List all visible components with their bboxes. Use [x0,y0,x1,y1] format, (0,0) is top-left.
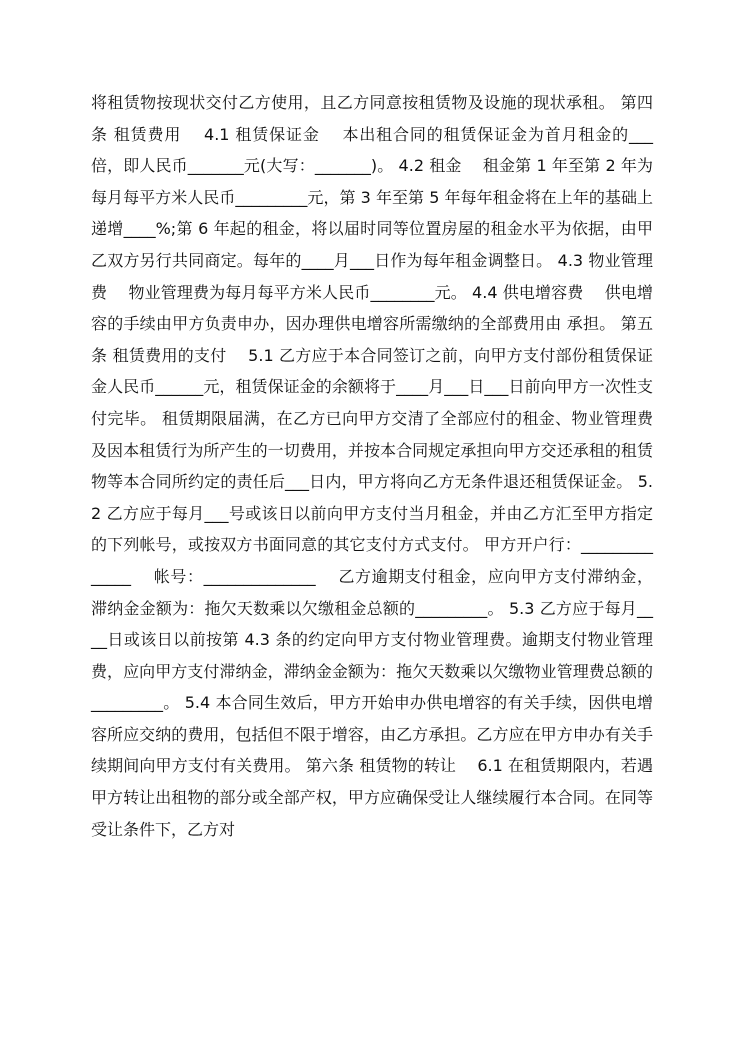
contract-body-text: 将租赁物按现状交付乙方使用，且乙方同意按租赁物及设施的现状承租。 第四条 租赁费用 4.1 租赁保证金 本出租合同的租赁保证金为首月租金的___倍，即人民币_______元(大写：_______)。 4.2 租金 租金第 1 年至第 2 年为每月每平方米人民币_________元，第 3 年至第 5 年每年租金将在上年的基础上递增____%;第 6 年起的租金，将以届时同等位置房屋的租金水平为依据，由甲乙双方另行共同商定。每年的____月___日作为每年租金调整日。 4.3 物业管理费 物业管理费为每月每平方米人民币________元。 4.4 供电增容费 供电增容的手续由甲方负责申办，因办理供电增容所需缴纳的全部费用由 承担。 第五条 租赁费用的支付 5.1 乙方应于本合同签订之前，向甲方支付部份租赁保证金人民币______元，租赁保证金的余额将于____月___日___日前向甲方一次性支付完毕。 租赁期限届满，在乙方已向甲方交清了全部应付的租金、物业管理费及因本租赁行为所产生的一切费用，并按本合同规定承担向甲方交还承租的租赁物等本合同所约定的责任后___日内，甲方将向乙方无条件退还租赁保证金。 5.2 乙方应于每月___号或该日以前向甲方支付当月租金，并由乙方汇至甲方指定的下列帐号，或按双方书面同意的其它支付方式支付。 甲方开户行：______________ 帐号：______________ 乙方逾期支付租金，应向甲方支付滞纳金，滞纳金金额为：拖欠天数乘以欠缴租金总额的_________。 5.3 乙方应于每月____日或该日以前按第 4.3 条的约定向甲方支付物业管理费。逾期支付物业管理费，应向甲方支付滞纳金，滞纳金金额为：拖欠天数乘以欠缴物业管理费总额的_________。 5.4 本合同生效后，甲方开始申办供电增容的有关手续，因供电增容所应交纳的费用，包括但不限于增容，由乙方承担。乙方应在甲方申办有关手续期间向甲方支付有关费用。 第六条 租赁物的转让 6.1 在租赁期限内，若遇甲方转让出租物的部分或全部产权，甲方应确保受让人继续履行本合同。在同等受让条件下，乙方对 [91,93,653,839]
